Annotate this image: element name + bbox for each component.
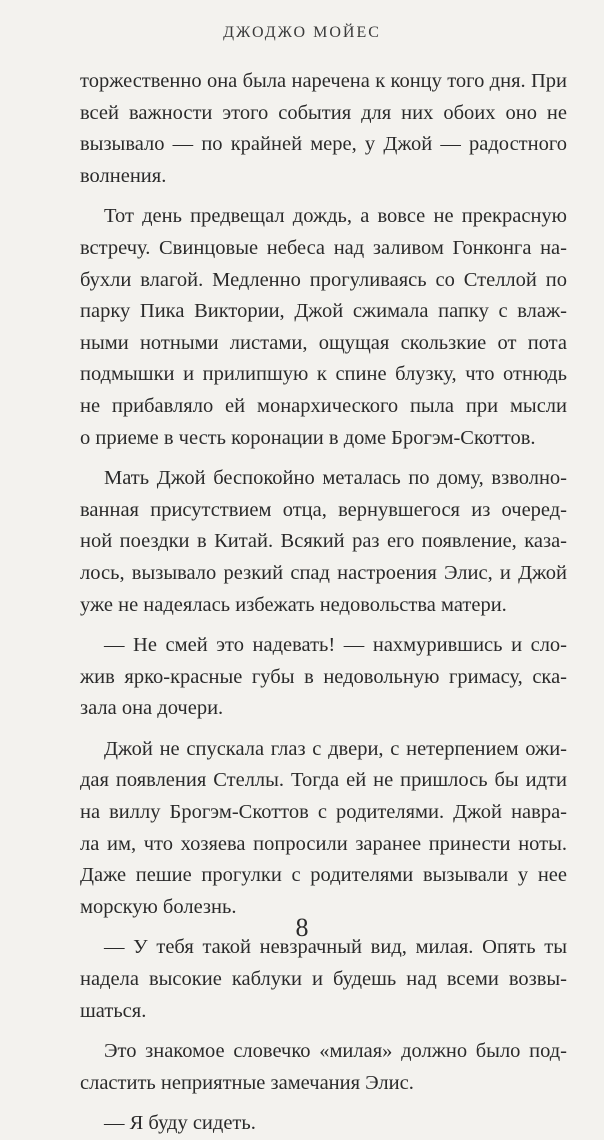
paragraph <box>80 932 567 1036</box>
text-line: о приеме в честь коронации в доме Брогэм-Скоттов. <box>80 426 536 449</box>
text-line: сластить неприятные замечания Элис. <box>80 1071 414 1094</box>
text-line: всей важности этого события для них обоих оно не <box>80 101 567 124</box>
paragraph <box>80 1036 567 1108</box>
paragraph <box>80 463 567 630</box>
text-line: встречу. Свинцовые небеса над заливом Гонконга на- <box>80 236 567 259</box>
text-line: ной поездки в Китай. Всякий раз его появление, каза- <box>80 530 567 553</box>
paragraph <box>80 201 567 463</box>
text-line: зала она дочери. <box>80 697 224 720</box>
text-line: волнения. <box>80 164 167 187</box>
text-line: Это знакомое словечко «милая» должно было под- <box>104 1040 567 1063</box>
text-line: Джой не спускала глаз с двери, с нетерпением ожи- <box>104 737 567 760</box>
text-line: лось, вызывало резкий спад настроения Элис, и Джой <box>80 561 567 584</box>
text-line: жив ярко-красные губы в недовольную гримасу, ска- <box>80 665 567 688</box>
body-text <box>80 66 567 1140</box>
text-line: не прибавляло ей монархического пыла при мысли <box>80 394 567 417</box>
running-header: ДЖОДЖО МОЙЕС <box>223 24 381 41</box>
page-number: 8 <box>295 913 309 942</box>
text-line: дая появления Стеллы. Тогда ей не пришлось бы идти <box>80 769 567 792</box>
text-line: — У тебя такой невзрачный вид, милая. Опять ты <box>104 936 567 959</box>
paragraph <box>80 1108 567 1140</box>
paragraph <box>80 66 567 201</box>
text-line: парку Пика Виктории, Джой сжимала папку с влаж- <box>80 300 567 323</box>
text-line: ными нотными листами, ощущая скользкие от пота <box>80 331 567 354</box>
text-line: Тот день предвещал дождь, а вовсе не прекрасную <box>104 205 567 228</box>
text-line: бухли влагой. Медленно прогуливаясь со Стеллой по <box>80 268 567 291</box>
text-line: подмышки и прилипшую к спине блузку, что отнюдь <box>80 363 567 386</box>
text-line: — Не смей это надевать! — нахмурившись и сло- <box>104 634 567 657</box>
text-line: шаться. <box>80 999 147 1022</box>
text-line: морскую болезнь. <box>80 895 237 918</box>
text-line: Даже пешие прогулки с родителями вызывали у нее <box>80 864 567 887</box>
text-line: уже не надеялась избежать недовольства матери. <box>80 593 507 616</box>
text-line: Мать Джой беспокойно металась по дому, взволно- <box>104 467 567 490</box>
text-line: надела высокие каблуки и будешь над всеми возвы- <box>80 968 567 991</box>
text-line: ла им, что хозяева попросили заранее принести ноты. <box>80 832 567 855</box>
text-line: торжественно она была наречена к концу того дня. При <box>80 70 567 92</box>
paragraph <box>80 630 567 734</box>
text-line: на виллу Брогэм-Скоттов с родителями. Джой навра- <box>80 801 567 824</box>
text-line: вызывало — по крайней мере, у Джой — радостного <box>80 133 567 156</box>
text-line: — Я буду сидеть. <box>104 1112 256 1135</box>
paragraph <box>80 734 567 933</box>
text-line: ванная присутствием отца, вернувшегося из очеред- <box>80 498 567 521</box>
